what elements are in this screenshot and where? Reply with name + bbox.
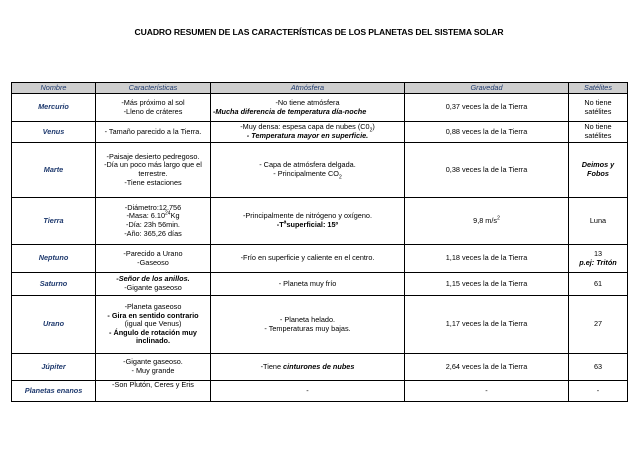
characteristics-cell: [96, 143, 211, 198]
characteristics-cell: [96, 198, 211, 245]
atmosphere-line: -No tiene atmósfera: [275, 97, 340, 107]
planet-name: Planetas enanos: [12, 381, 96, 402]
atmosphere-cell: [211, 94, 405, 122]
atmosphere-line: -Muy densa: espesa capa de nubes $(C0_2)$: [240, 122, 375, 134]
gravity-cell: 1,15 veces la de la Tierra: [405, 273, 569, 296]
atmosphere-line: $-T^asuperficial$: 15º: [276, 219, 339, 229]
satellites-line: p.ej: Tritón: [579, 257, 617, 267]
row-tierra: [12, 198, 628, 245]
atmosphere-line: - Capa de atmósfera delgada.: [259, 160, 356, 170]
row-neptuno: [12, 245, 628, 273]
header-row: [12, 83, 628, 94]
atmosphere-cell: [211, 143, 405, 198]
satellites-line: Fobos: [587, 169, 609, 178]
characteristic-line: -Señor de los anillos.: [116, 274, 190, 284]
atmosphere-line: -Principalmente de nitrógeno y oxígeno.: [243, 211, 372, 221]
planet-name: Tierra: [12, 198, 96, 245]
characteristics-cell: [96, 273, 211, 296]
header-atmosfera: Atmósfera: [211, 83, 405, 94]
planet-name: Marte: [12, 143, 96, 198]
satellites-line: No tiene: [584, 122, 612, 132]
satellites-line: No tiene: [584, 97, 612, 107]
atmosphere-cell: [211, 122, 405, 143]
characteristic-line: terrestre.: [138, 169, 168, 178]
gravity-cell: 0,37 veces la de la Tierra: [405, 94, 569, 122]
gravity-cell: 1,18 veces la de la Tierra: [405, 245, 569, 273]
satellites-line: 13: [593, 248, 603, 258]
atmosphere-line: - Planeta helado.: [279, 314, 336, 324]
gravity-cell: 2,64 veces la de la Tierra: [405, 354, 569, 381]
row-venus: [12, 122, 628, 143]
satellites-cell: 61: [569, 273, 628, 296]
satellites-cell: [569, 122, 628, 143]
characteristics-cell: [96, 245, 211, 273]
planet-name: Saturno: [12, 273, 96, 296]
characteristic-line: -Parecido a Urano: [123, 248, 183, 258]
atmosphere-line: - Principalmente $CO_2$: [273, 169, 342, 181]
atmosphere-cell: -Tiene cinturones de nubes: [211, 354, 405, 381]
atmosphere-cell: -: [211, 381, 405, 402]
characteristics-cell: [96, 296, 211, 354]
planets-summary-table: [11, 82, 628, 402]
gravity-cell: 9,8 $m/s^2$: [405, 198, 569, 245]
planet-name: Venus: [12, 122, 96, 143]
gravity-cell: -: [405, 381, 569, 402]
characteristic-line: - Ángulo de rotación muy: [109, 327, 197, 337]
atmosphere-cell: -Frío en superficie y caliente en el centro.: [211, 245, 405, 273]
characteristic-line: - Muy grande: [131, 366, 175, 375]
characteristic-line: -Masa: 6.10$^{24}$Kg: [126, 210, 180, 221]
gravity-cell: 1,17 veces la de la Tierra: [405, 296, 569, 354]
atmosphere-line: - Temperaturas muy bajas.: [264, 323, 351, 333]
characteristics-cell: -Son Plutón, Ceres y Eris: [96, 381, 211, 402]
satellites-line: satélites: [584, 131, 612, 140]
header-caracteristicas: Características: [96, 83, 211, 94]
characteristic-line: inclinado.: [135, 336, 171, 346]
atmosphere-line: - Temperatura mayor en superficie.: [246, 131, 369, 140]
characteristic-line: -Paisaje desierto pedregoso.: [106, 151, 200, 161]
characteristic-line: -Día: 23h 56min.: [126, 220, 180, 229]
row-planetas-enanos: [12, 381, 628, 402]
characteristics-cell: - Tamaño parecido a la Tierra.: [96, 122, 211, 143]
satellites-cell: 27: [569, 296, 628, 354]
satellites-cell: [569, 143, 628, 198]
planet-name: Júpiter: [12, 354, 96, 381]
satellites-cell: [569, 94, 628, 122]
row-urano: [12, 296, 628, 354]
characteristic-line: -Planeta gaseoso: [124, 301, 182, 311]
characteristic-line: - Gira en sentido contrario: [107, 310, 199, 320]
header-satelites: Satélites: [569, 83, 628, 94]
characteristic-line: -Gigante gaseoso.: [123, 357, 183, 367]
satellites-cell: -: [569, 381, 628, 402]
header-nombre: Nombre: [12, 83, 96, 94]
characteristic-line: -Día un poco más largo que el: [104, 160, 202, 170]
row-marte: [12, 143, 628, 198]
characteristic-line: -Gigante gaseoso: [124, 283, 182, 292]
characteristics-cell: [96, 94, 211, 122]
row-jupiter: [12, 354, 628, 381]
planet-name: Mercurio: [12, 94, 96, 122]
header-gravedad: Gravedad: [405, 83, 569, 94]
gravity-cell: 0,88 veces la de la Tierra: [405, 122, 569, 143]
planet-name: Urano: [12, 296, 96, 354]
characteristic-line: -Gaseoso: [137, 257, 169, 267]
atmosphere-cell: [211, 198, 405, 245]
row-mercurio: [12, 94, 628, 122]
atmosphere-line: -Mucha diferencia de temperatura día-noche: [213, 106, 367, 116]
atmosphere-cell: [211, 296, 405, 354]
atmosphere-cell: - Planeta muy frío: [211, 273, 405, 296]
satellites-cell: [569, 245, 628, 273]
characteristic-line: -Lleno de cráteres: [123, 106, 183, 116]
planet-name: Neptuno: [12, 245, 96, 273]
characteristic-line: -Año: 365,26 días: [124, 228, 182, 238]
characteristics-cell: [96, 354, 211, 381]
row-saturno: [12, 273, 628, 296]
characteristic-line: (igual que Venus): [124, 319, 182, 329]
satellites-line: Deimos y: [581, 160, 615, 170]
document-title: CUADRO RESUMEN DE LAS CARACTERÍSTICAS DE LOS PLANETAS DEL SISTEMA SOLAR: [134, 27, 504, 37]
gravity-cell: 0,38 veces la de la Tierra: [405, 143, 569, 198]
characteristic-line: -Más próximo al sol: [121, 97, 185, 107]
satellites-cell: 63: [569, 354, 628, 381]
satellites-cell: Luna: [569, 198, 628, 245]
characteristic-line: -Diámetro:12.756: [124, 202, 182, 212]
satellites-line: satélites: [584, 106, 612, 116]
characteristic-line: -Tiene estaciones: [124, 177, 182, 187]
